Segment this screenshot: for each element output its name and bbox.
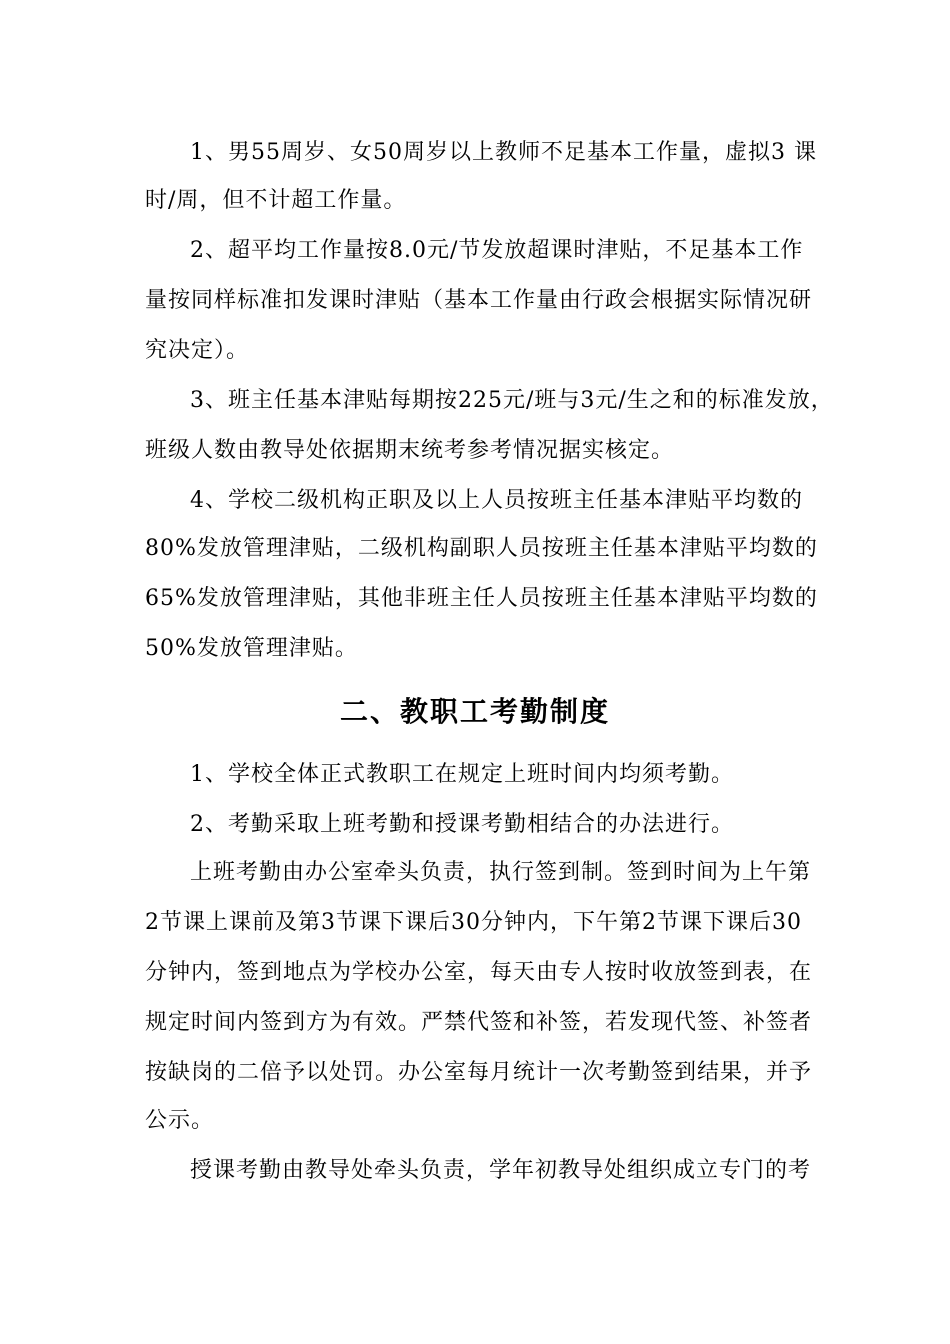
- paragraph-line: 时/周，但不计超工作量。: [145, 188, 407, 213]
- paragraph-line: 80%发放管理津贴，二级机构副职人员按班主任基本津贴平均数的: [145, 536, 818, 561]
- paragraph-line: 规定时间内签到方为有效。严禁代签和补签，若发现代签、补签者: [145, 1010, 813, 1035]
- paragraph-line: 分钟内，签到地点为学校办公室，每天由专人按时收放签到表，在: [145, 960, 813, 985]
- paragraph-line: 按缺岗的二倍予以处罚。办公室每月统计一次考勤签到结果，并予: [145, 1060, 813, 1085]
- paragraph-line: 4、学校二级机构正职及以上人员按班主任基本津贴平均数的: [190, 488, 803, 513]
- paragraph-line: 2、超平均工作量按8.0元/节发放超课时津贴，不足基本工作: [190, 238, 804, 263]
- paragraph-line: 上班考勤由办公室牵头负责，执行签到制。签到时间为上午第: [190, 860, 812, 885]
- paragraph-line: 究决定）。: [145, 338, 250, 363]
- paragraph-line: 50%发放管理津贴。: [145, 636, 358, 661]
- paragraph-line: 量按同样标准扣发课时津贴（基本工作量由行政会根据实际情况研: [145, 288, 813, 313]
- paragraph-line: 授课考勤由教导处牵头负责，学年初教导处组织成立专门的考: [190, 1158, 812, 1183]
- paragraph-line: 1、学校全体正式教职工在规定上班时间内均须考勤。: [190, 762, 734, 787]
- paragraph-line: 公示。: [145, 1108, 215, 1133]
- paragraph-line: 1、男55周岁、女50周岁以上教师不足基本工作量，虚拟3 课: [190, 140, 817, 165]
- paragraph-line: 2、考勤采取上班考勤和授课考勤相结合的办法进行。: [190, 812, 734, 837]
- paragraph-line: 班级人数由教导处依据期末统考参考情况据实核定。: [145, 438, 675, 463]
- paragraph-line: 65%发放管理津贴，其他非班主任人员按班主任基本津贴平均数的: [145, 586, 818, 611]
- section-heading: 二、教职工考勤制度: [339, 695, 610, 728]
- paragraph-line: 2节课上课前及第3节课下课后30分钟内，下午第2节课下课后30: [145, 910, 802, 935]
- paragraph-line: 3、班主任基本津贴每期按225元/班与3元/生之和的标准发放，: [190, 388, 834, 413]
